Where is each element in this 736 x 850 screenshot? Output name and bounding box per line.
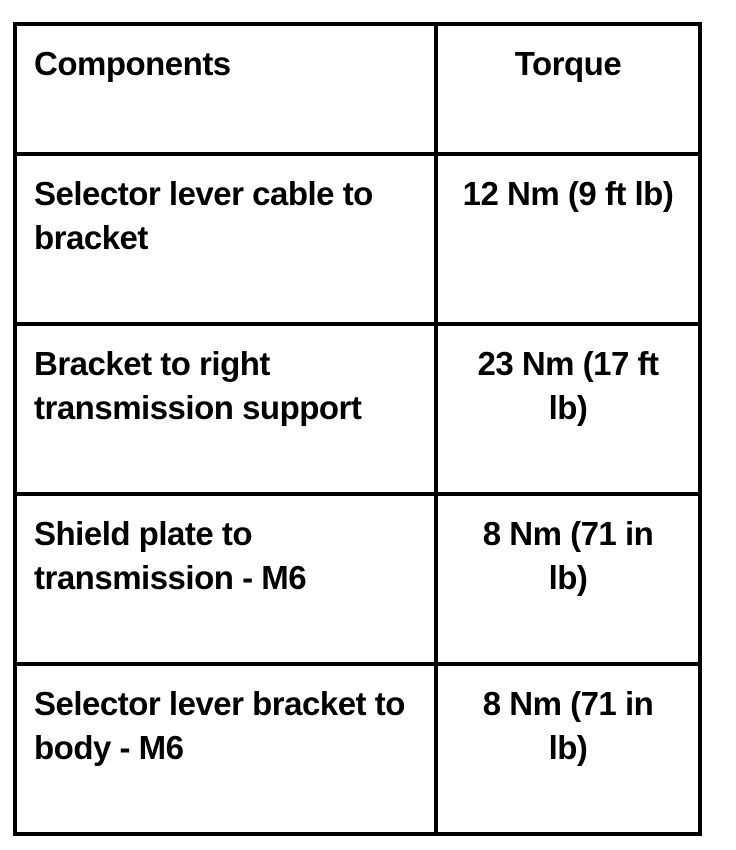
header-components [15, 24, 436, 154]
header-torque-label: Torque [514, 45, 622, 82]
table-row [15, 494, 700, 664]
component-label: Selector lever bracket to body - M6 [34, 685, 405, 766]
component-cell [15, 324, 436, 494]
torque-cell [436, 324, 700, 494]
torque-value: 12 Nm (9 ft lb) [462, 175, 674, 212]
table-header-row [15, 24, 700, 154]
torque-cell [436, 154, 700, 324]
torque-specification-table [13, 22, 702, 836]
torque-value: 23 Nm (17 ft lb) [477, 345, 659, 426]
component-label: Bracket to right transmission support [34, 345, 362, 426]
header-components-label: Components [34, 45, 231, 82]
component-label: Shield plate to transmission - M6 [34, 515, 307, 596]
table-row [15, 154, 700, 324]
torque-cell [436, 664, 700, 834]
component-cell [15, 664, 436, 834]
torque-value: 8 Nm (71 in lb) [482, 515, 654, 596]
table-row [15, 664, 700, 834]
component-label: Selector lever cable to bracket [34, 175, 373, 256]
component-cell [15, 494, 436, 664]
torque-cell [436, 494, 700, 664]
table-row [15, 324, 700, 494]
torque-value: 8 Nm (71 in lb) [482, 685, 654, 766]
header-torque [436, 24, 700, 154]
component-cell [15, 154, 436, 324]
